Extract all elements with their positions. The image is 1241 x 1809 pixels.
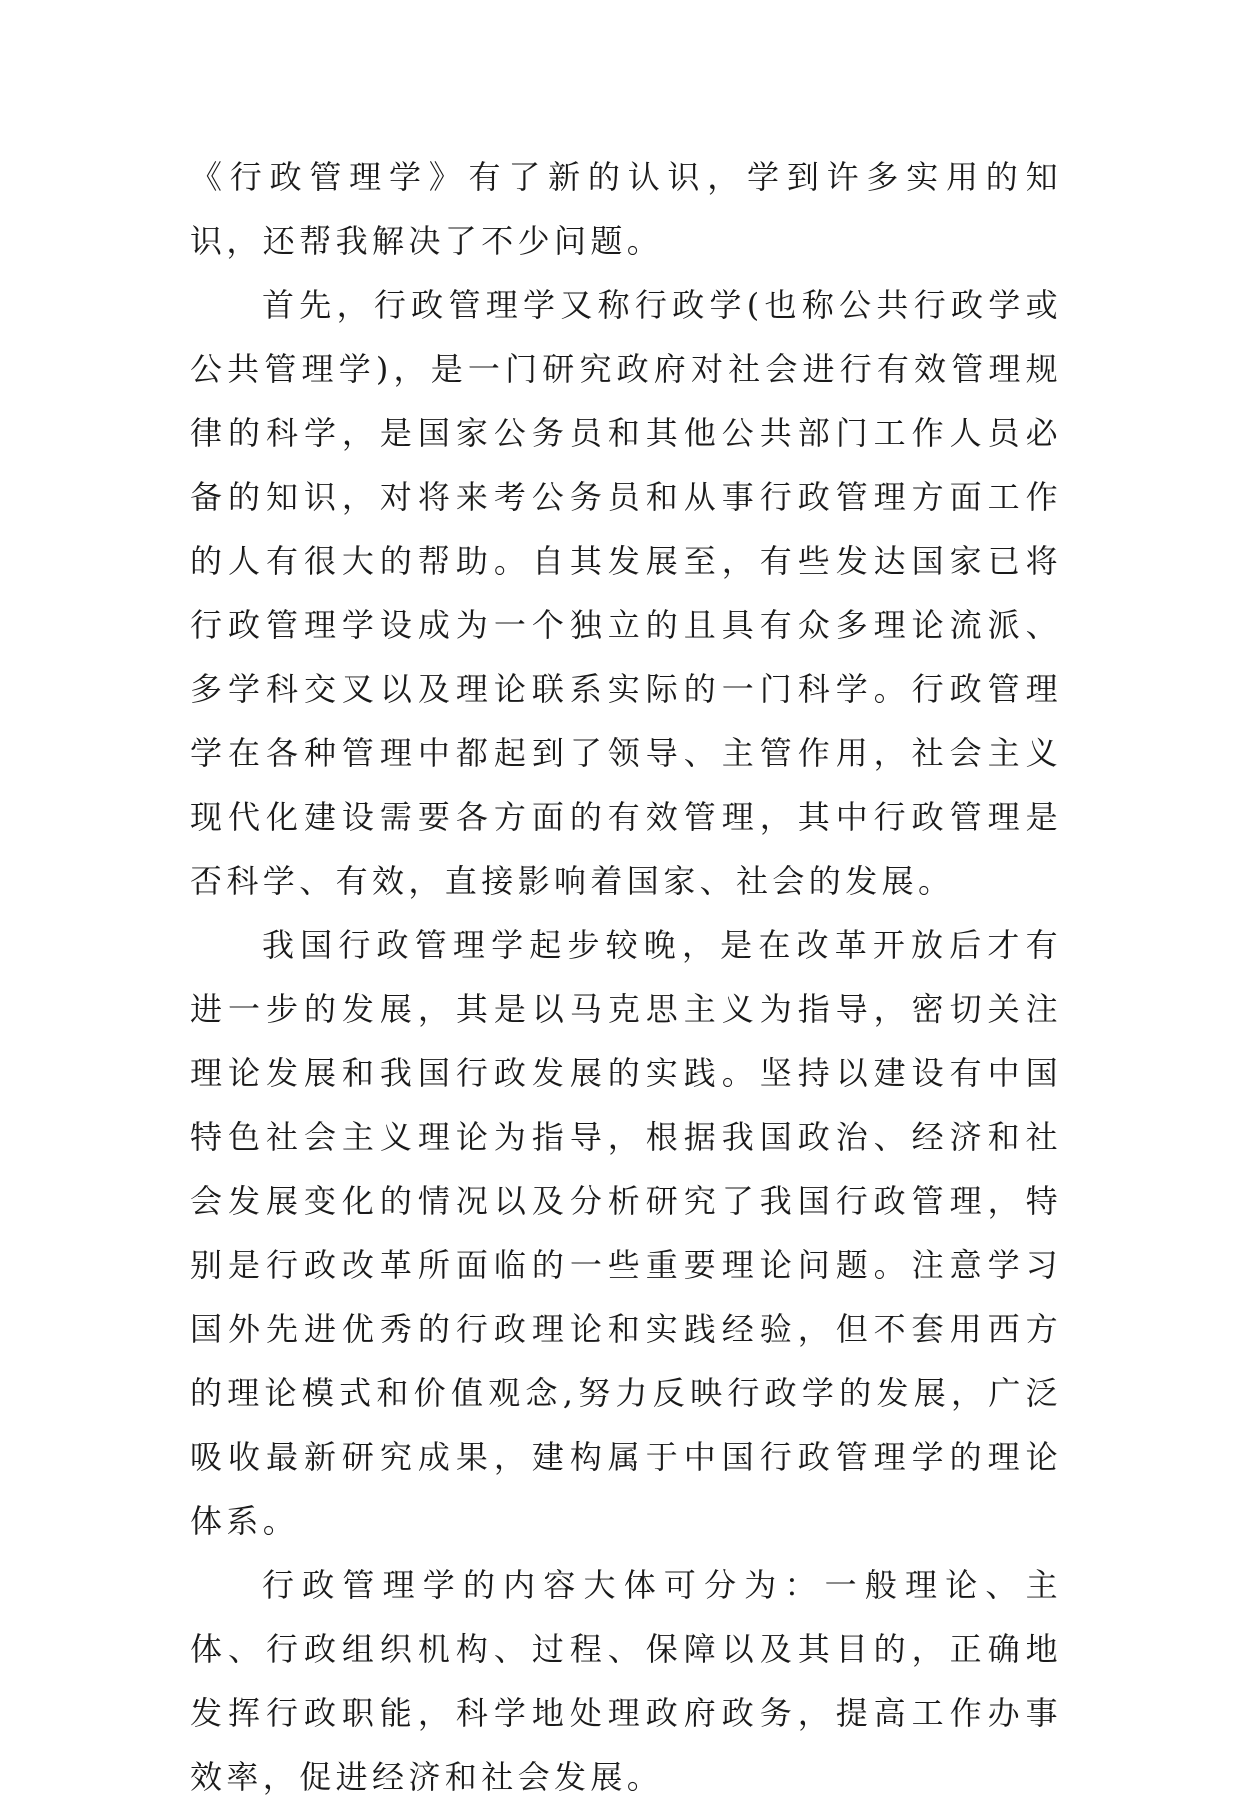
paragraph-definition: 首先，行政管理学又称行政学(也称公共行政学或公共管理学)，是一门研究政府对社会进行有效管理规律的科学，是国家公务员和其他公共部门工作人员必备的知识，对将来考公务员和从事行政管理方面工作的人有很大的帮助。自其发展至，有些发达国家已将行政管理学设成为一个独立的且具有众多理论流派、多学科交叉以及理论联系实际的一门科学。行政管理学在各种管理中都起到了领导、主管作用，社会主义现代化建设需要各方面的有效管理，其中行政管理是否科学、有效，直接影响着国家、社会的发展。 [190,286,1062,900]
paragraph-continuation: 《行政管理学》有了新的认识，学到许多实用的知识，还帮我解决了不少问题。 [190,158,1062,260]
paragraph-development: 我国行政管理学起步较晚，是在改革开放后才有进一步的发展，其是以马克思主义为指导，密切关注理论发展和我国行政发展的实践。坚持以建设有中国特色社会主义理论为指导，根据我国政治、经济和社会发展变化的情况以及分析研究了我国行政管理，特别是行政改革所面临的一些重要理论问题。注意学习国外先进优秀的行政理论和实践经验，但不套用西方的理论模式和价值观念,努力反映行政学的发展，广泛吸收最新研究成果，建构属于中国行政管理学的理论体系。 [190,926,1062,1540]
body-text [190,145,1062,1809]
paragraph-content: 行政管理学的内容大体可分为：一般理论、主体、行政组织机构、过程、保障以及其目的，正确地发挥行政职能，科学地处理政府政务，提高工作办事效率，促进经济和社会发展。 [190,1566,1062,1796]
